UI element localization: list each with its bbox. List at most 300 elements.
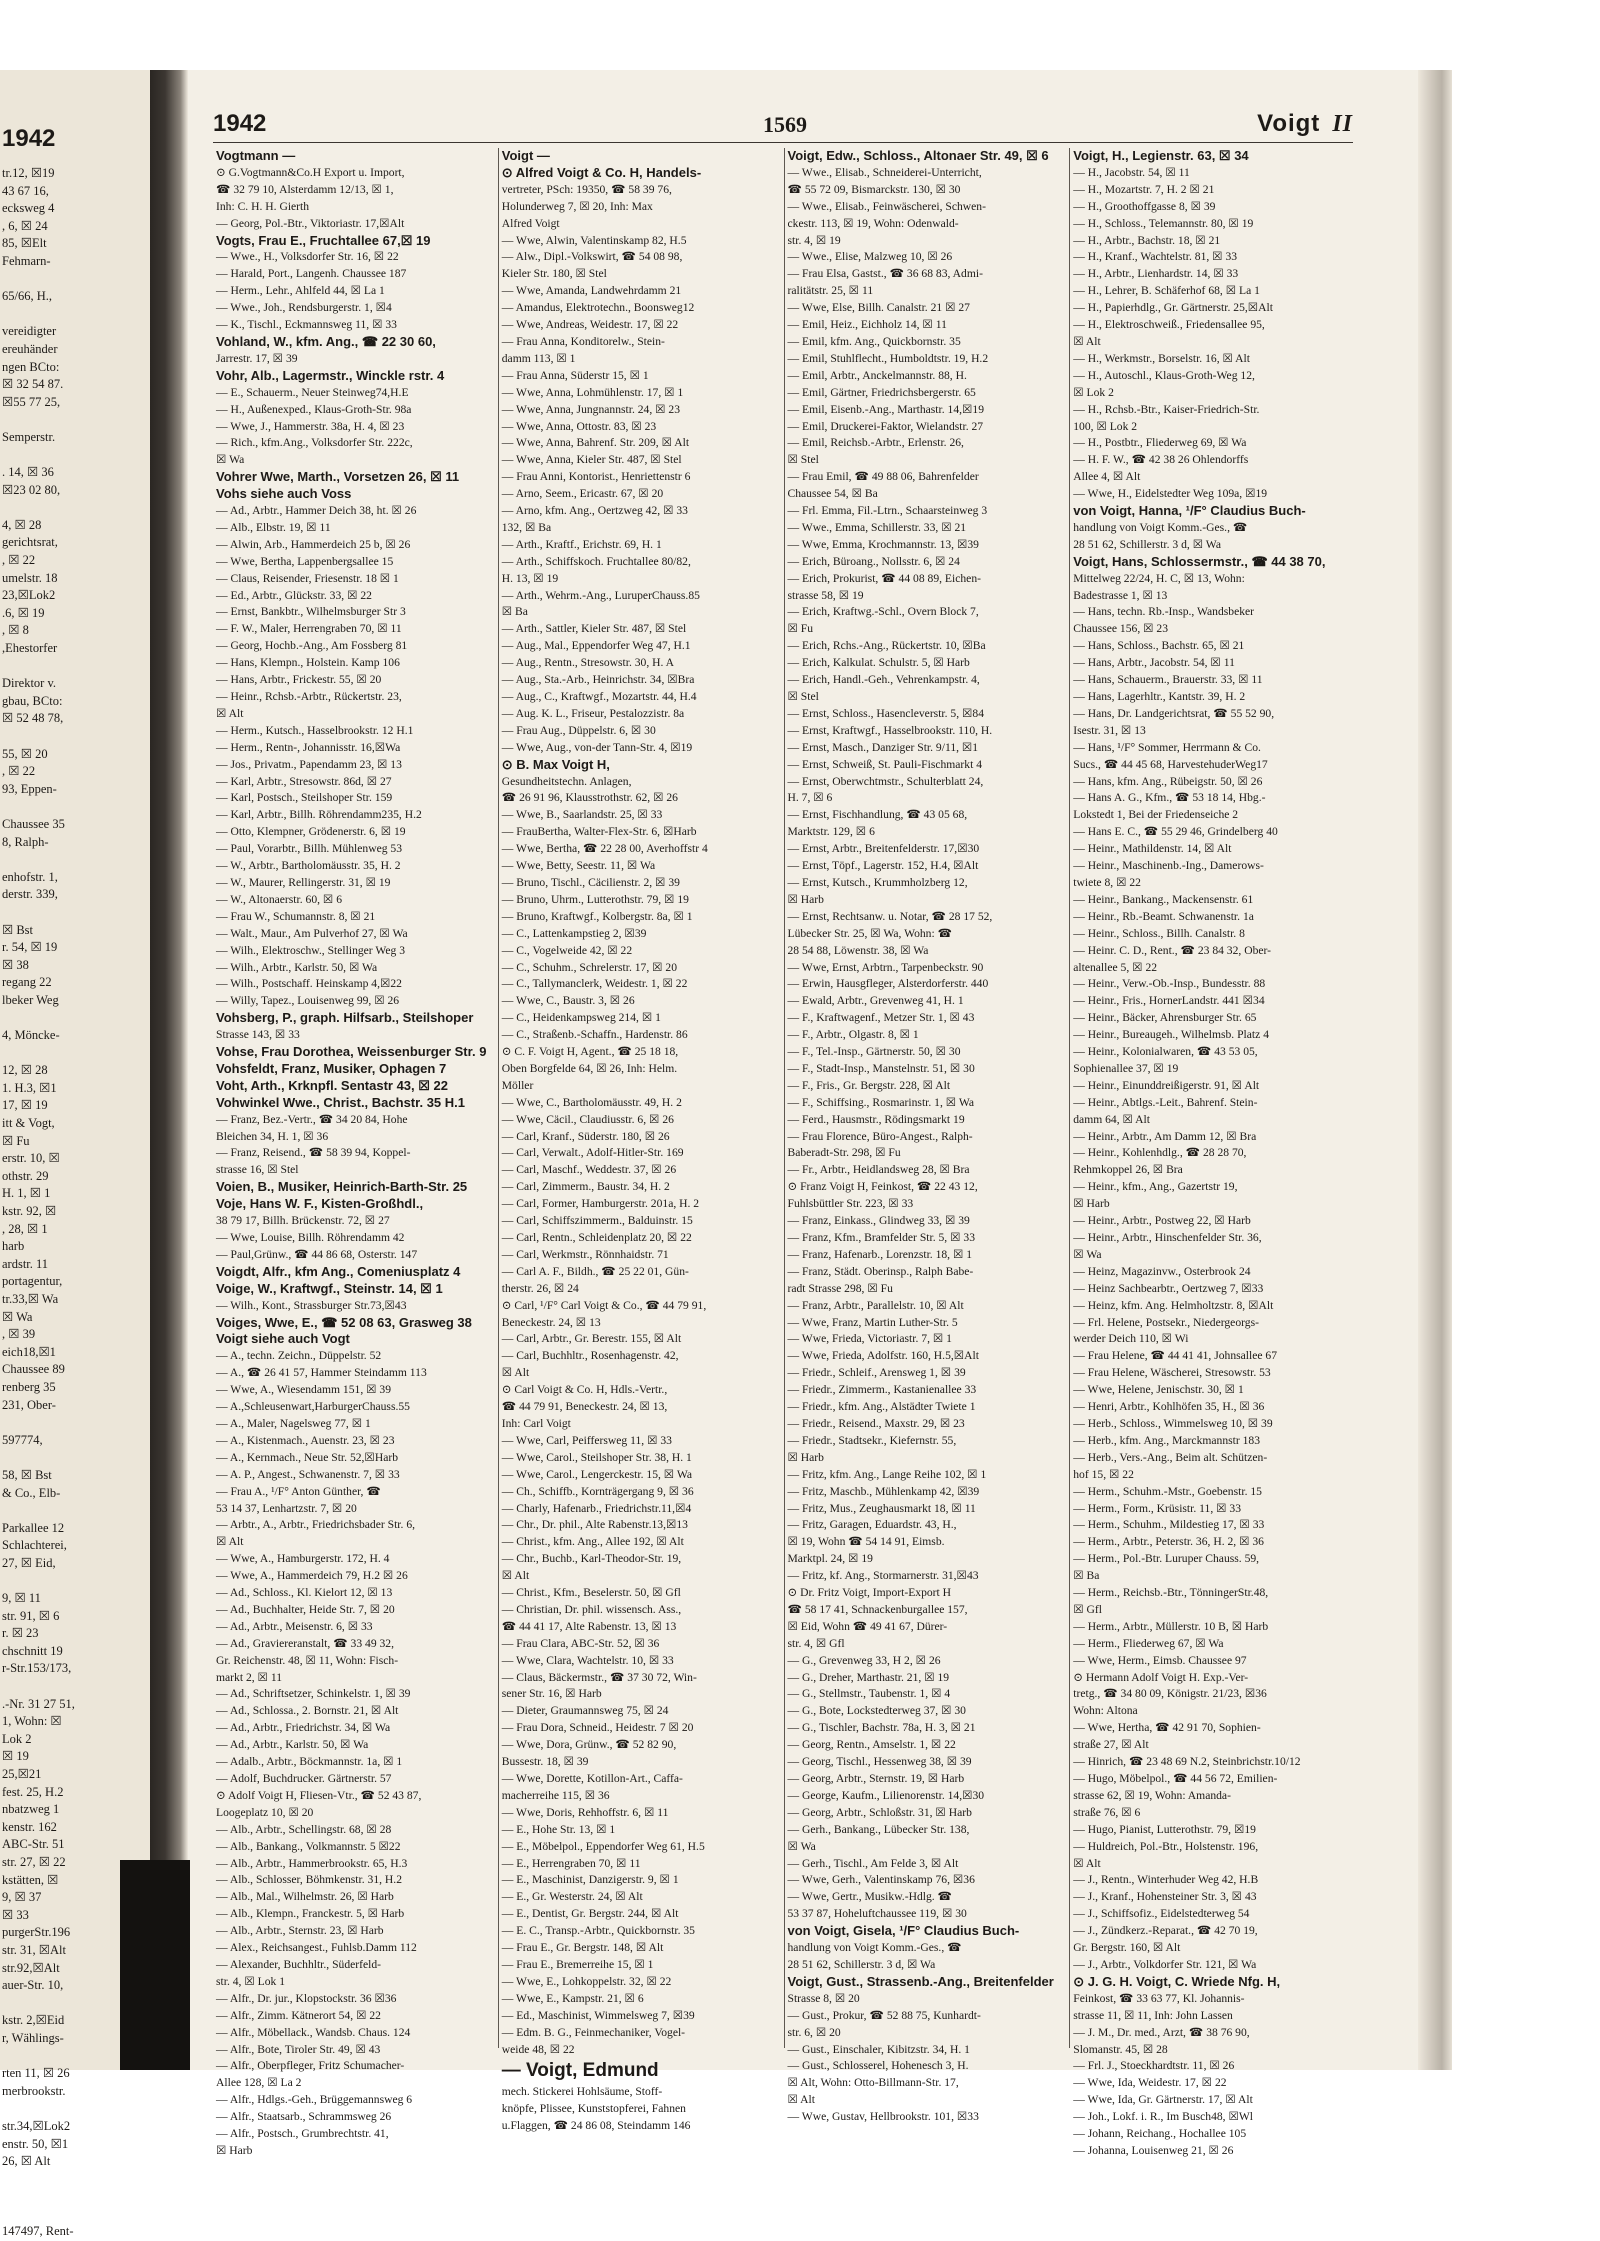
directory-entry: ⊙ Alfred Voigt & Co. H, Handels- [501, 164, 702, 180]
page-edge [1418, 70, 1452, 2070]
directory-entry: — E., Gr. Westerstr. 24, ☒ Alt [501, 1890, 643, 1904]
previous-page-line: Lok 2 [2, 1731, 32, 1746]
directory-entry: str. 4, ☒ Gfl [787, 1636, 845, 1650]
directory-entry: — Bruno, Uhrm., Lutterothstr. 79, ☒ 19 [501, 892, 689, 906]
directory-entry: — Emil, Arbtr., Anckelmannstr. 88, H. [787, 368, 967, 382]
directory-entry: — F., Arbtr., Olgastr. 8, ☒ 1 [787, 1028, 919, 1042]
directory-entry: — Alwin, Arb., Hammerdeich 25 b, ☒ 26 [216, 537, 411, 551]
directory-entry: — Wwe, B., Saarlandstr. 25, ☒ 33 [501, 808, 663, 822]
previous-page-line: 55, ☒ 20 [2, 746, 48, 761]
directory-entry: — E. C., Transp.-Arbtr., Quickbornstr. 35 [501, 1924, 695, 1938]
directory-entry: Lübecker Str. 25, ☒ Wa, Wohn: ☎ [787, 926, 953, 940]
directory-entry: — Herm., Arbtr., Peterstr. 36, H. 2, ☒ 36 [1073, 1535, 1264, 1549]
directory-entry: handlung von Voigt Komm.-Ges., ☎ [787, 1941, 962, 1955]
directory-entry: str. 6, ☒ 20 [787, 2025, 841, 2039]
directory-entry: — H., Elektroschweiß., Friedensallee 95, [1073, 318, 1265, 332]
directory-entry: Alfred Voigt [501, 216, 560, 230]
directory-entry: — Aug., C., Kraftwgf., Mozartstr. 44, H.4 [501, 690, 697, 703]
directory-entry: — H., Arbtr., Lienhardstr. 14, ☒ 33 [1073, 267, 1239, 281]
directory-entry: Badestrasse 1, ☒ 13 [1073, 588, 1168, 602]
previous-page-line [2, 658, 148, 676]
directory-entry: — Hans, techn. Rb.-Insp., Wandsbeker [1073, 605, 1255, 619]
directory-entry: — Frau Aug., Düppelstr. 6, ☒ 30 [501, 723, 656, 737]
directory-entry: — Arth., Wehrm.-Ang., LuruperChauss.85 [501, 588, 700, 602]
previous-page-line: 85, ☒Elt [2, 236, 47, 251]
previous-page-line: ABC-Str. 51 [2, 1837, 65, 1852]
directory-entry: 28 51 62, Schillerstr. 3 d, ☒ Wa [787, 1957, 936, 1971]
directory-entry: — Ernst, Bankbtr., Wilhelmsburger Str 3 [216, 605, 406, 619]
directory-entry: — Heinr., Rb.-Beamt. Schwanenstr. 1a [1073, 909, 1254, 923]
previous-page-line: 23,☒Lok2 [2, 588, 56, 603]
previous-page-line: erstr. 10, ☒ [2, 1151, 60, 1166]
previous-page-line: kstätten, ☒ [2, 1872, 59, 1887]
directory-entry: — Herb., Vers.-Ang., Beim alt. Schützen- [1073, 1450, 1268, 1464]
directory-entry: 28 54 88, Löwenstr. 38, ☒ Wa [787, 943, 929, 957]
directory-entry: — Franz, Bez.-Vertr., ☎ 34 20 84, Hohe [216, 1112, 408, 1126]
directory-entry: — Herm., Rentn-, Johannisstr. 16,☒Wa [216, 740, 401, 754]
directory-entry: — Wwe, Frieda, Victoriastr. 7, ☒ 1 [787, 1332, 952, 1346]
directory-entry: sener Str. 16, ☒ Harb [501, 1687, 602, 1701]
directory-entry: Gesundheitstechn. Anlagen, [501, 774, 632, 788]
directory-entry: — Wwe, Anna, Lohmühlenstr. 17, ☒ 1 [501, 385, 684, 399]
previous-page-line: ☒ 52 48 78, [2, 711, 64, 726]
directory-entry: — Wwe, Clara, Wachtelstr. 10, ☒ 33 [501, 1653, 674, 1667]
directory-entry: — Ernst, Kutsch., Krummholzberg 12, [787, 875, 968, 889]
previous-page-line: ☒ Fu [2, 1133, 30, 1148]
directory-entry: ☒ Harb [787, 1450, 824, 1464]
directory-entry: — Hinrich, ☎ 23 48 69 N.2, Steinbrichstr.10/12 [1073, 1755, 1301, 1769]
previous-page-line: gbau, BCto: [2, 693, 63, 708]
directory-entry: — Frau Elsa, Gastst., ☎ 36 68 83, Admi- [787, 267, 983, 281]
directory-entry: — F., Fris., Gr. Bergstr. 228, ☒ Alt [787, 1078, 951, 1092]
directory-entry: Vohr, Alb., Lagermstr., Winckle rstr. 4 [216, 367, 445, 383]
directory-entry: — Ad., Arbtr., Karlstr. 50, ☒ Wa [216, 1738, 369, 1752]
directory-entry: — Carl, Kranf., Süderstr. 180, ☒ 26 [501, 1129, 670, 1143]
previous-page-line [2, 2206, 148, 2224]
directory-entry: — Alb., Klempn., Franckestr. 5, ☒ Harb [216, 1907, 405, 1921]
directory-entry: — Heinz, Magazinvw., Osterbrook 24 [1073, 1264, 1251, 1278]
directory-entry: — H., Groothoffgasse 8, ☒ 39 [1073, 199, 1216, 213]
directory-entry: — G., Stellmstr., Taubenstr. 1, ☒ 4 [787, 1687, 951, 1701]
previous-page-line [2, 2171, 148, 2189]
previous-page-line: ☒ Bst [2, 922, 34, 937]
directory-entry: Voige, W., Kraftwgf., Steinstr. 14, ☒ 1 [216, 1280, 443, 1296]
directory-entry: — Heinz Sachbearbtr., Oertzweg 7, ☒33 [1073, 1281, 1264, 1295]
directory-entry: straße 27, ☒ Alt [1073, 1738, 1149, 1752]
previous-page-line: 1, Wohn: ☒ [2, 1714, 62, 1729]
previous-page-line [2, 1502, 148, 1520]
previous-page-line: ☒ 33 [2, 1907, 29, 1922]
previous-page-line: ngen BCto: [2, 359, 60, 374]
directory-entry: — Wwe, Alwin, Valentinskamp 82, H.5 [501, 233, 687, 247]
directory-entry: — H., Lehrer, B. Schäferhof 68, ☒ La 1 [1073, 284, 1260, 298]
previous-page-line: 9, ☒ 11 [2, 1591, 41, 1606]
directory-entry: — Frau E., Bremerreihe 15, ☒ 1 [501, 1957, 654, 1971]
previous-page-line: ecksweg 4 [2, 201, 55, 216]
directory-entry: ⊙ Adolf Voigt H, Fliesen-Vtr., ☎ 52 43 87, [216, 1788, 422, 1802]
directory-entry: — Johann, Reichang., Hochallee 105 [1073, 2127, 1247, 2141]
previous-page-line: 43 67 16, [2, 183, 49, 198]
previous-page-line: 8, Ralph- [2, 834, 49, 849]
directory-entry: macherreihe 115, ☒ 36 [501, 1788, 610, 1802]
directory-entry: — Heinr., Bankang., Mackensenstr. 61 [1073, 892, 1254, 906]
directory-entry: ☒ Alt, Wohn: Otto-Billmann-Str. 17, [787, 2076, 959, 2090]
directory-entry: Wohn: Altona [1073, 1704, 1138, 1718]
directory-entry: — J., Rentn., Winterhuder Weg 42, H.B [1073, 1873, 1259, 1887]
directory-entry: — Franz, Arbtr., Parallelstr. 10, ☒ Alt [787, 1298, 964, 1312]
directory-entry: — Wwe, Bertha, Lappenbergsallee 15 [216, 554, 394, 568]
previous-page-line [2, 1678, 148, 1696]
directory-entry: — Frl. Helene, Postsekr., Niedergeorgs- [1073, 1315, 1259, 1329]
directory-entry: — Ad., Arbtr., Friedrichstr. 34, ☒ Wa [216, 1721, 391, 1735]
directory-entry: — Claus, Bäckermstr., ☎ 37 30 72, Win- [501, 1670, 697, 1684]
previous-page-line: r. 54, ☒ 19 [2, 940, 58, 955]
directory-entry: Feinkost, ☎ 33 63 77, Kl. Johannis- [1073, 1991, 1245, 2005]
directory-entry: — Emil, Heiz., Eichholz 14, ☒ 11 [787, 318, 947, 332]
directory-entry: str. 4, ☒ Lok 1 [216, 1974, 286, 1988]
directory-entry: strasse 62, ☒ 19, Wohn: Amanda- [1073, 1788, 1231, 1802]
directory-entry: ⊙ G.Vogtmann&Co.H Export u. Import, [216, 165, 405, 179]
directory-entry: tretg., ☎ 34 80 09, Königstr. 21/23, ☒36 [1073, 1687, 1267, 1701]
directory-entry: — Herm., Lehr., Ahlfeld 44, ☒ La 1 [216, 284, 385, 298]
directory-entry: — Wwe, J., Hammerstr. 38a, H. 4, ☒ 23 [216, 419, 405, 433]
previous-page-line: str. 91, ☒ 6 [2, 1608, 60, 1623]
directory-entry: — W., Altonaerstr. 60, ☒ 6 [216, 892, 343, 906]
directory-entry: u.Flaggen, ☎ 24 86 08, Steindamm 146 [501, 2119, 691, 2133]
directory-entry: — Karl, Postsch., Steilshoper Str. 159 [216, 791, 393, 805]
directory-entry: — Erich, Kraftwg.-Schl., Overn Block 7, [787, 605, 979, 619]
directory-entry: — Herm., Schuhm., Mildestieg 17, ☒ 33 [1073, 1518, 1265, 1532]
directory-entry: — E., Möbelpol., Eppendorfer Weg 61, H.5 [501, 1839, 705, 1853]
directory-entry: — Aug., Sta.-Arb., Heinrichstr. 34, ☒Bra [501, 673, 695, 687]
directory-entry: — H., Papierhdlg., Gr. Gärtnerstr. 25,☒Alt [1073, 301, 1273, 315]
directory-entry: — Hans, Schloss., Bachstr. 65, ☒ 21 [1073, 639, 1245, 653]
directory-entry: — Wwe, Ida, Weidestr. 17, ☒ 22 [1073, 2076, 1227, 2090]
directory-entry: — Hugo, Möbelpol., ☎ 44 56 72, Emilien- [1073, 1772, 1278, 1785]
previous-page-line: str.34,☒Lok2 [2, 2118, 71, 2133]
directory-entry: — E., Herrengraben 70, ☒ 11 [501, 1856, 641, 1870]
previous-page-line: Parkallee 12 [2, 1520, 65, 1535]
previous-page-line: 231, Ober- [2, 1397, 56, 1412]
directory-entry: — Wwe, Louise, Billh. Röhrendamm 42 [216, 1231, 405, 1244]
directory-entry: — Hans, kfm. Ang., Rübeigstr. 50, ☒ 26 [1073, 774, 1263, 788]
directory-entry: — Carl, Schiffszimmerm., Balduinstr. 15 [501, 1214, 693, 1228]
directory-entry: — Alfr., Möbellack., Wandsb. Chaus. 124 [216, 2025, 411, 2039]
previous-page-line: ☒ Wa [2, 1309, 33, 1324]
directory-entry: — Ad., Arbtr., Hammer Deich 38, ht. ☒ 26 [216, 504, 417, 518]
directory-entry: — E., Schauerm., Neuer Steinweg74,H.E [216, 385, 409, 399]
directory-entry: — Heinr. C. D., Rent., ☎ 23 84 32, Ober- [1073, 943, 1272, 957]
directory-entry: Vogts, Frau E., Fruchtallee 67,☒ 19 [216, 232, 431, 248]
previous-page-line: ereuhänder [2, 341, 58, 356]
directory-entry: — Georg, Rentn., Amselstr. 1, ☒ 22 [787, 1738, 956, 1752]
directory-entry: — G., Grevenweg 33, H 2, ☒ 26 [787, 1653, 941, 1667]
directory-entry: — Carl, Maschf., Weddestr. 37, ☒ 26 [501, 1163, 677, 1177]
directory-entry: — Wwe, Anna, Ottostr. 83, ☒ 23 [501, 419, 657, 433]
previous-page-line: ☒55 77 25, [2, 394, 61, 409]
previous-page-line: , ☒ 22 [2, 553, 36, 568]
directory-entry: — Heinz, kfm. Ang. Helmholtzstr. 8, ☒Alt [1073, 1298, 1274, 1312]
directory-entry: — Wwe., H., Volksdorfer Str. 16, ☒ 22 [216, 250, 399, 264]
directory-entry: — Georg, Tischl., Hessenweg 38, ☒ 39 [787, 1755, 972, 1769]
directory-entry: ☒ Fu [787, 622, 814, 636]
directory-entry: — Frau Emil, ☎ 49 88 06, Bahrenfelder [787, 470, 979, 484]
directory-entry: ☎ 26 91 96, Klausstrothstr. 62, ☒ 26 [501, 791, 678, 805]
directory-entry: — A., techn. Zeichn., Düppelstr. 52 [216, 1349, 382, 1363]
directory-entry: — Alfr., Oberpfleger, Fritz Schumacher- [216, 2059, 405, 2073]
directory-entry: — Ernst, Fischhandlung, ☎ 43 05 68, [787, 808, 968, 822]
directory-entry: — Ernst, Kraftwgf., Hasselbrookstr. 110, H. [787, 723, 993, 737]
directory-entry: — Friedr., Reisend., Maxstr. 29, ☒ 23 [787, 1416, 965, 1430]
directory-entry: — Alb., Bankang., Volkmannstr. 5 ☒22 [216, 1839, 401, 1853]
previous-page-line: r. ☒ 23 [2, 1626, 39, 1641]
directory-entry: — Alb., Mal., Wilhelmstr. 26, ☒ Harb [216, 1890, 394, 1904]
directory-entry: — Wwe, H., Eidelstedter Weg 109a, ☒19 [1073, 487, 1268, 501]
directory-entry: Kieler Str. 180, ☒ Stel [501, 267, 607, 281]
directory-entry: ⊙ Carl, ¹/F° Carl Voigt & Co., ☎ 44 79 91, [501, 1298, 707, 1312]
running-title-name: Voigt [1257, 110, 1321, 137]
directory-entry: ☒ Alt [1073, 334, 1101, 348]
directory-entry: — H., Arbtr., Bachstr. 18, ☒ 21 [1073, 233, 1221, 247]
directory-entry: — Chr., Dr. phil., Alte Rabenstr.13,☒13 [501, 1518, 688, 1532]
directory-entry: Baberadt-Str. 298, ☒ Fu [787, 1146, 901, 1160]
directory-entry: — W., Arbtr., Bartholomäusstr. 35, H. 2 [216, 859, 401, 873]
directory-advert: — Voigt, Edmund [501, 2060, 659, 2082]
previous-page-line: fest. 25, H.2 [2, 1784, 64, 1799]
directory-entry: Voigt, Gust., Strassenb.-Ang., Breitenfelder [787, 1973, 1054, 1989]
directory-entry: Marktstr. 129, ☒ 6 [787, 825, 875, 839]
directory-entry: — F., Tel.-Insp., Gärtnerstr. 50, ☒ 30 [787, 1045, 961, 1059]
directory-entry: — Wwe, Franz, Martin Luther-Str. 5 [787, 1315, 958, 1329]
directory-entry: — Alfr., Postsch., Grumbrechtstr. 41, [216, 2127, 389, 2141]
previous-page-line [2, 798, 148, 816]
directory-entry: — E., Hohe Str. 13, ☒ 1 [501, 1822, 616, 1836]
directory-entry: — Alfr., Dr. jur., Klopstockstr. 36 ☒36 [216, 1991, 397, 2005]
previous-page-line: ☒ 19 [2, 1749, 29, 1764]
directory-entry: ⊙ J. G. H. Voigt, C. Wriede Nfg. H, [1073, 1973, 1281, 1989]
previous-page-line: Chaussee 35 [2, 816, 65, 831]
directory-entry: — Ad., Schloss., Kl. Kielort 12, ☒ 13 [216, 1586, 393, 1600]
directory-entry: 132, ☒ Ba [501, 520, 552, 534]
previous-page-line: ☒ 32 54 87. [2, 377, 64, 392]
directory-entry: Voigdt, Alfr., kfm Ang., Comeniusplatz 4 [216, 1263, 461, 1279]
directory-entry: — Heinr., Verw.-Ob.-Insp., Bundesstr. 88 [1073, 977, 1266, 991]
directory-entry: — Joh., Lokf. i. R., Im Busch48, ☒Wl [1073, 2110, 1254, 2124]
directory-entry: ☒ Alt [501, 1569, 530, 1583]
directory-entry: 100, ☒ Lok 2 [1073, 419, 1138, 433]
directory-entry: — Hans, ¹/F° Sommer, Herrmann & Co. [1073, 740, 1261, 754]
directory-entry: — J. M., Dr. med., Arzt, ☎ 38 76 90, [1073, 2025, 1250, 2039]
previous-page-line: portagentur, [2, 1274, 63, 1289]
directory-entry: — FrauBertha, Walter-Flex-Str. 6, ☒Harb [501, 825, 697, 839]
directory-entry: — Hans, Dr. Landgerichtsrat, ☎ 55 52 90, [1073, 706, 1275, 720]
directory-entry: — Frau Dora, Schneid., Heidestr. 7 ☒ 20 [501, 1721, 694, 1735]
directory-entry: — Alex., Reichsangest., Fuhlsb.Damm 112 [216, 1941, 417, 1955]
directory-entry: Vohsberg, P., graph. Hilfsarb., Steilshoper [216, 1010, 474, 1026]
directory-column-3 [785, 148, 1071, 2124]
directory-entry: — C., Lattenkampstieg 2, ☒39 [501, 926, 647, 940]
directory-columns [213, 148, 1355, 2157]
directory-entry: — Wwe, C., Baustr. 3, ☒ 26 [501, 994, 635, 1008]
directory-entry: — Wwe, Aug., von-der Tann-Str. 4, ☒19 [501, 740, 693, 754]
previous-page-line: , 28, ☒ 1 [2, 1221, 48, 1236]
directory-entry: — Wwe., Elise, Malzweg 10, ☒ 26 [787, 250, 953, 264]
directory-entry: straße 76, ☒ 6 [1073, 1805, 1141, 1819]
directory-entry: — Friedr., Schleif., Arensweg 1, ☒ 39 [787, 1366, 966, 1380]
directory-entry: — Alfr., Bote, Tiroler Str. 49, ☒ 43 [216, 2042, 381, 2056]
directory-entry: — Emil, Reichsb.-Arbtr., Erlenstr. 26, [787, 436, 964, 450]
directory-entry: — Arth., Sattler, Kieler Str. 487, ☒ Stel [501, 622, 687, 636]
previous-page-line: Chaussee 89 [2, 1362, 65, 1377]
directory-column-4 [1070, 148, 1355, 2157]
directory-entry: — Wwe, Betty, Seestr. 11, ☒ Wa [501, 859, 656, 873]
previous-page-line: str.92,☒Alt [2, 1960, 60, 1975]
directory-entry: Vohse, Frau Dorothea, Weissenburger Str. 9 [216, 1044, 487, 1060]
directory-entry: — Arth., Schiffskoch. Fruchtallee 80/82, [501, 554, 691, 568]
directory-entry: — Hans E. C., ☎ 55 29 46, Grindelberg 40 [1073, 825, 1278, 839]
directory-entry: — Gust., Schlosserel, Hohenesch 3, H. [787, 2059, 969, 2073]
directory-entry: von Voigt, Gisela, ¹/F° Claudius Buch- [787, 1923, 1020, 1939]
directory-entry: ☒ Harb [216, 2143, 253, 2157]
directory-entry: Möller [501, 1078, 534, 1092]
directory-entry: — Heinr., Kolonialwaren, ☎ 43 53 05, [1073, 1045, 1258, 1059]
directory-entry: — Wwe, Cäcil., Claudiusstr. 6, ☒ 26 [501, 1112, 674, 1126]
directory-entry: — J., Zündkerz.-Reparat., ☎ 42 70 19, [1073, 1924, 1258, 1938]
directory-entry: — Ewald, Arbtr., Grevenweg 41, H. 1 [787, 994, 964, 1008]
directory-column-2 [499, 148, 785, 2133]
directory-entry: — Walt., Maur., Am Pulverhof 27, ☒ Wa [216, 926, 408, 940]
directory-entry: — Alw., Dipl.-Volkswirt, ☎ 54 08 98, [501, 250, 683, 264]
directory-entry: — Wwe, Hertha, ☎ 42 91 70, Sophien- [1073, 1721, 1261, 1735]
directory-entry: — Aug. K. L., Friseur, Pestalozzistr. 8a [501, 706, 685, 720]
directory-entry: — Wwe, Ernst, Arbtrn., Tarpenbeckstr. 90 [787, 960, 984, 974]
directory-entry: — Heinr., Bäcker, Ahrensburger Str. 65 [1073, 1011, 1257, 1025]
directory-entry: — Ernst, Arbtr., Breitenfelderstr. 17,☒30 [787, 842, 980, 856]
directory-entry: — Frau Anna, Süderstr 15, ☒ 1 [501, 368, 649, 382]
directory-entry: — Frau Florence, Büro-Angest., Ralph- [787, 1129, 973, 1143]
previous-page-line: 58, ☒ Bst [2, 1467, 52, 1482]
directory-entry: — Alexander, Buchhltr., Süderfeld- [216, 1957, 382, 1971]
directory-entry: — Ad., Schlossa., 2. Bornstr. 21, ☒ Alt [216, 1704, 399, 1718]
directory-entry: 28 51 62, Schillerstr. 3 d, ☒ Wa [1073, 537, 1221, 551]
directory-entry: — Herb., kfm. Ang., Marckmannstr 183 [1073, 1433, 1261, 1447]
directory-entry: — Dieter, Graumannsweg 75, ☒ 24 [501, 1704, 669, 1718]
previous-page-line: renberg 35 [2, 1379, 56, 1394]
previous-page-line: harb [2, 1239, 25, 1254]
previous-page-line: .6, ☒ 19 [2, 605, 45, 620]
directory-entry: — Wwe., Elisab., Feinwäscherei, Schwen- [787, 199, 986, 213]
directory-entry: — Wwe, Anna, Kieler Str. 487, ☒ Stel [501, 453, 682, 467]
previous-page-fragment [0, 70, 150, 2239]
previous-page-line: kstr. 2,☒Eid [2, 2013, 65, 2028]
directory-entry: — Alb., Elbstr. 19, ☒ 11 [216, 520, 331, 534]
directory-entry: ☒ Alt [216, 706, 244, 720]
directory-entry: — Wwe, Amanda, Landwehrdamm 21 [501, 284, 682, 298]
directory-entry: — Wwe., Emma, Schillerstr. 33, ☒ 21 [787, 520, 967, 534]
directory-entry: ckestr. 113, ☒ 19, Wohn: Odenwald- [787, 216, 959, 230]
directory-entry: — Arno, Seem., Ericastr. 67, ☒ 20 [501, 487, 664, 501]
directory-entry: therstr. 26, ☒ 24 [501, 1281, 579, 1295]
previous-page-line: & Co., Elb- [2, 1485, 61, 1500]
directory-entry: — Hans, Arbtr., Frickestr. 55, ☒ 20 [216, 673, 382, 687]
directory-entry: — Heinr., Arbtr., Hinschenfelder Str. 36, [1073, 1231, 1262, 1244]
directory-entry: Voiges, Wwe, E., ☎ 52 08 63, Grasweg 38 [216, 1314, 472, 1330]
directory-entry: ☎ 44 79 91, Beneckestr. 24, ☒ 13, [501, 1400, 668, 1414]
directory-entry: — Wwe, Frieda, Adolfstr. 160, H.5,☒Alt [787, 1349, 979, 1363]
previous-page-line [2, 1449, 148, 1467]
directory-entry: Voje, Hans W. F., Kisten-Großhdl., [216, 1196, 424, 1212]
previous-page-line: Direktor v. [2, 676, 57, 691]
directory-entry: 53 14 37, Lenhartzstr. 7, ☒ 20 [216, 1501, 357, 1515]
previous-page-line: ☒23 02 80, [2, 482, 61, 497]
directory-entry: — Frau Clara, ABC-Str. 52, ☒ 36 [501, 1636, 660, 1650]
directory-entry: — Alb., Arbtr., Sternstr. 23, ☒ Harb [216, 1924, 384, 1938]
directory-entry: — Hans, Arbtr., Jacobstr. 54, ☒ 11 [1073, 656, 1235, 670]
directory-entry: — Emil, Eisenb.-Ang., Marthastr. 14,☒19 [787, 402, 985, 416]
directory-entry: ⊙ C. F. Voigt H, Agent., ☎ 25 18 18, [501, 1045, 679, 1059]
directory-entry: H. 13, ☒ 19 [501, 571, 559, 585]
previous-page-line: vereidigter [2, 324, 57, 339]
directory-entry: — Heinr., Abtlgs.-Leit., Bahrenf. Stein- [1073, 1095, 1258, 1109]
directory-entry: — C., Straßenb.-Schaffn., Hardenstr. 86 [501, 1028, 688, 1042]
directory-entry: — Ernst, Schweiß, St. Pauli-Fischmarkt 4 [787, 757, 983, 771]
directory-entry: — Ad., Buchhalter, Heide Str. 7, ☒ 20 [216, 1602, 395, 1616]
directory-entry: — Harald, Port., Langenh. Chaussee 187 [216, 267, 407, 281]
directory-entry: 53 37 87, Hoheluftchaussee 119, ☒ 30 [787, 1907, 967, 1921]
directory-entry: radt Strasse 298, ☒ Fu [787, 1281, 893, 1295]
directory-entry: handlung von Voigt Komm.-Ges., ☎ [1073, 520, 1248, 534]
directory-entry: Sophienallee 37, ☒ 19 [1073, 1061, 1179, 1075]
directory-entry: — A. P., Angest., Schwanenstr. 7, ☒ 33 [216, 1467, 400, 1481]
directory-entry: Voigt, Edw., Schloss., Altonaer Str. 49, ☒ 6 [787, 148, 1049, 163]
directory-entry: — Alb., Schlosser, Böhmkenstr. 31, H.2 [216, 1873, 403, 1887]
directory-entry: — Hans A. G., Kfm., ☎ 53 18 14, Hbg.- [1073, 791, 1266, 805]
directory-entry: ☒ Gfl [1073, 1602, 1102, 1616]
previous-page-line: r, Wählings- [2, 2030, 64, 2045]
directory-entry: — A., Kernmach., Neue Str. 52,☒Harb [216, 1450, 399, 1464]
book-gutter [150, 70, 188, 2070]
directory-entry: ⊙ Carl Voigt & Co. H, Hdls.-Vertr., [501, 1383, 668, 1397]
directory-entry: — Wwe, Carol., Steilshoper Str. 38, H. 1 [501, 1450, 692, 1464]
directory-entry: — Edm. B. G., Feinmechaniker, Vogel- [501, 2025, 686, 2039]
directory-entry: — H., Jacobstr. 54, ☒ 11 [1073, 165, 1190, 179]
directory-entry: Chaussee 156, ☒ 23 [1073, 622, 1169, 636]
directory-entry: — Franz, Städt. Oberinsp., Ralph Babe- [787, 1264, 974, 1278]
previous-page-line: ,Ehestorfer [2, 641, 58, 656]
directory-entry: — Alfr., Zimm. Kätnerort 54, ☒ 22 [216, 2008, 381, 2022]
directory-entry: — H., Rchsb.-Btr., Kaiser-Friedrich-Str. [1073, 402, 1260, 416]
directory-entry: Slomanstr. 45, ☒ 28 [1073, 2042, 1168, 2056]
directory-entry: — Georg, Pol.-Btr., Viktoriastr. 17,☒Alt [216, 216, 405, 230]
directory-entry: ☒ Alt [216, 1535, 244, 1549]
directory-entry: — Fritz, Garagen, Eduardstr. 43, H., [787, 1518, 957, 1532]
directory-entry: — Otto, Klempner, Grödenerstr. 6, ☒ 19 [216, 825, 406, 839]
directory-entry: — W., Maurer, Rellingerstr. 31, ☒ 19 [216, 875, 391, 889]
previous-page-line: lbeker Weg [2, 992, 59, 1007]
directory-entry: Marktpl. 24, ☒ 19 [787, 1552, 873, 1566]
directory-entry: — J., Arbtr., Volkdorfer Str. 121, ☒ Wa [1073, 1957, 1257, 1971]
directory-entry: — J., Kranf., Hohensteiner Str. 3, ☒ 43 [1073, 1890, 1257, 1904]
directory-entry: — Franz, Kfm., Bramfelder Str. 5, ☒ 33 [787, 1231, 975, 1244]
directory-entry: Oben Borgfelde 64, ☒ 26, Inh: Helm. [501, 1061, 678, 1075]
directory-entry: — Frau W., Schumannstr. 8, ☒ 21 [216, 909, 376, 923]
directory-entry: damm 64, ☒ Alt [1073, 1112, 1150, 1126]
directory-entry: weide 48, ☒ 22 [501, 2042, 575, 2056]
directory-entry: Gr. Bergstr. 160, ☒ Alt [1073, 1941, 1181, 1955]
directory-entry: — Gust., Prokur, ☎ 52 88 75, Kunhardt- [787, 2008, 981, 2022]
previous-page-line: 597774, [2, 1432, 43, 1447]
directory-entry: — Wilh., Postschaff. Heinskamp 4,☒22 [216, 977, 402, 991]
